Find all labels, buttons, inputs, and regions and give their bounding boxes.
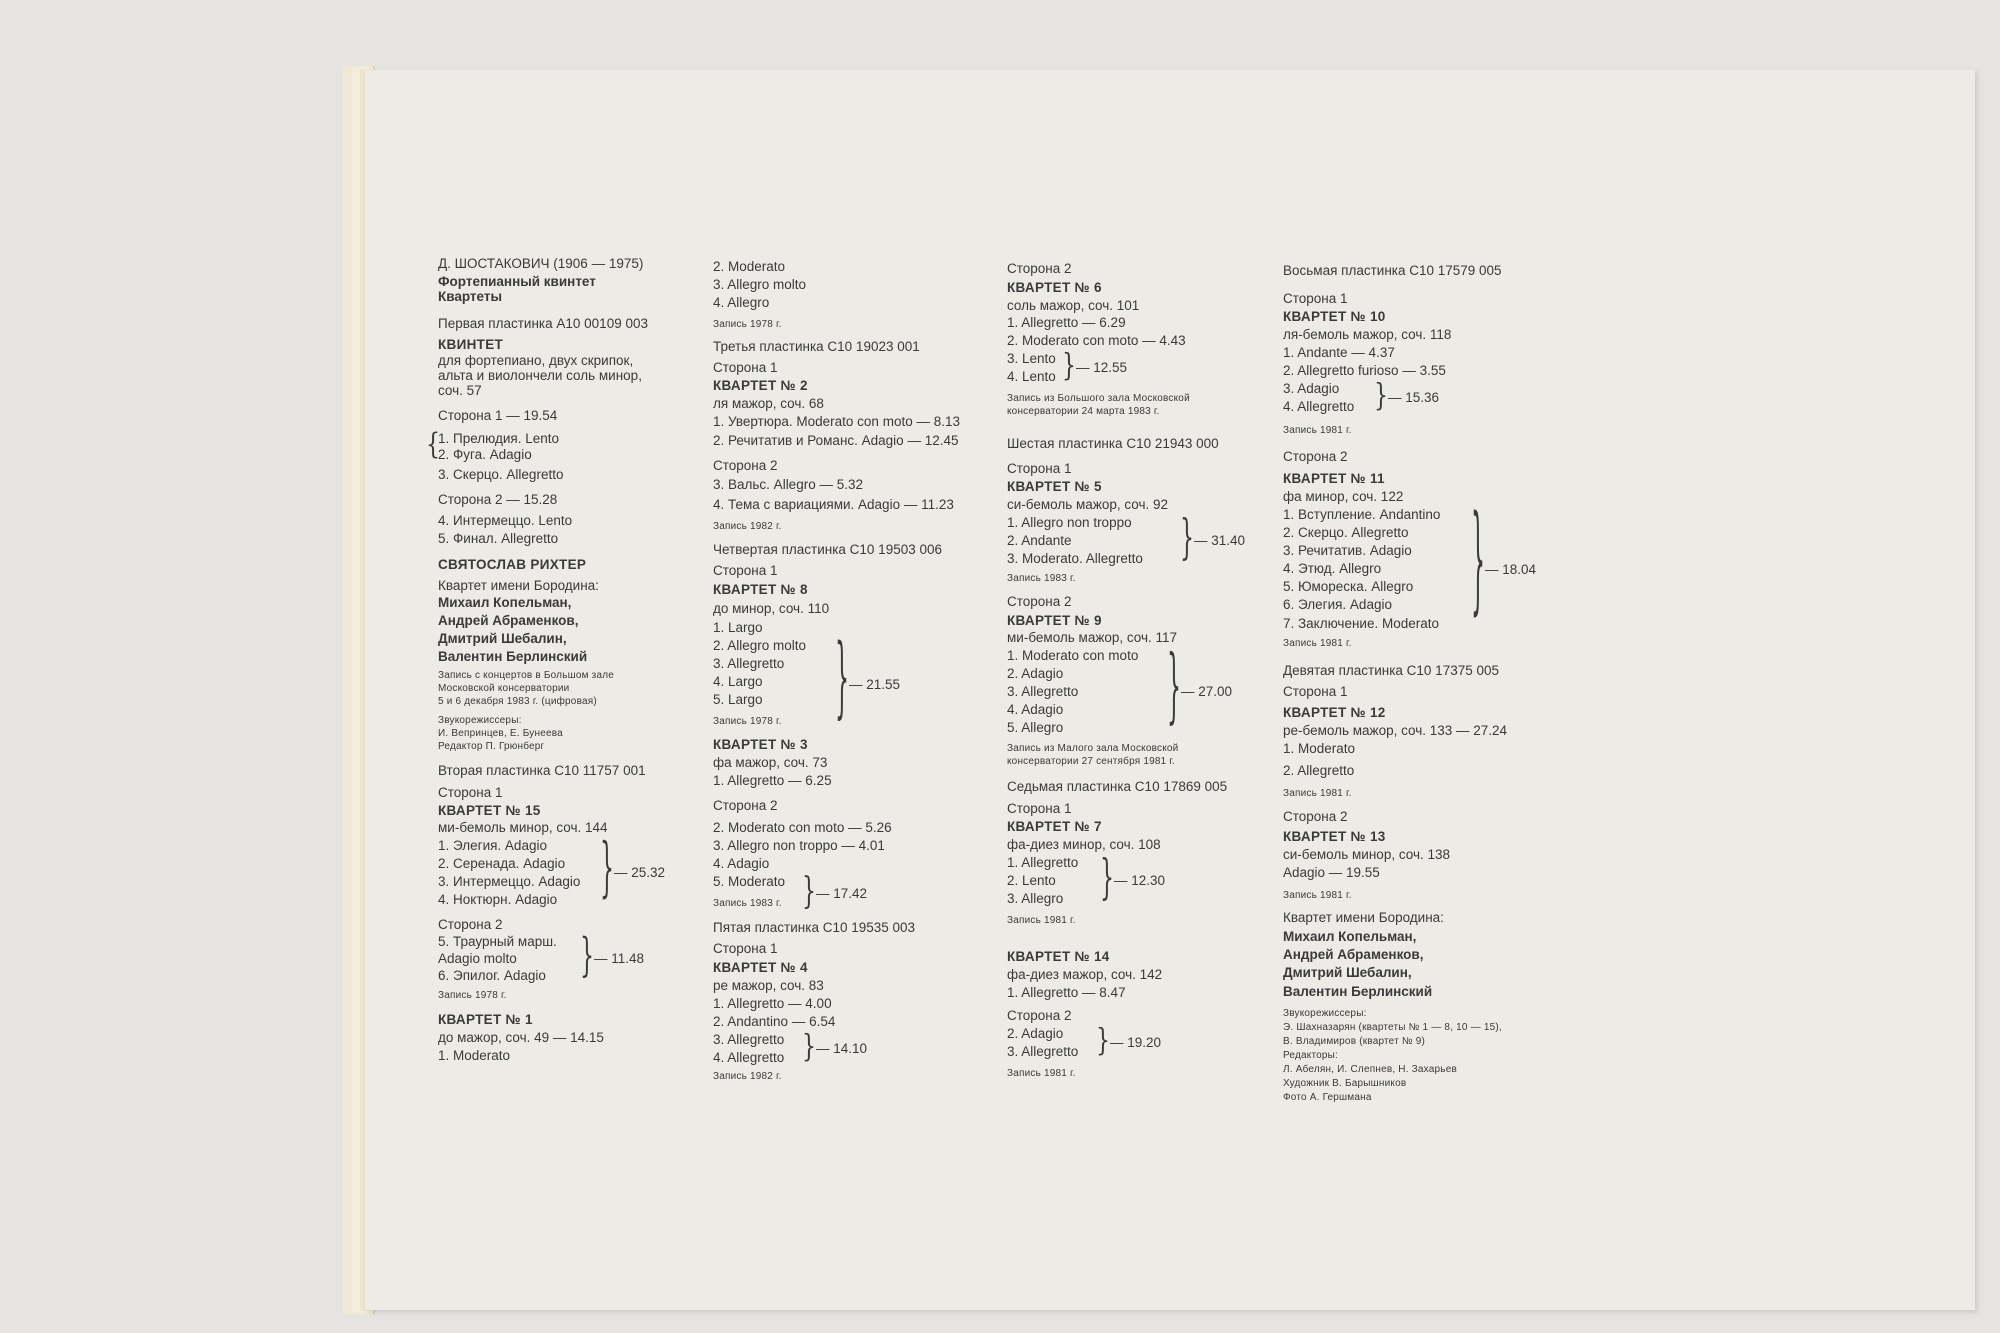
text-line: Сторона 1 bbox=[1007, 461, 1072, 476]
text-line: КВАРТЕТ № 4 bbox=[713, 960, 808, 975]
text-line: Девятая пластинка С10 17375 005 bbox=[1283, 663, 1499, 678]
text-line: Фортепианный квинтет bbox=[438, 274, 596, 289]
text-line: Шестая пластинка С10 21943 000 bbox=[1007, 436, 1219, 451]
text-line: Запись 1983 г. bbox=[713, 898, 782, 909]
text-line: ре мажор, соч. 83 bbox=[713, 978, 824, 993]
text-line: 5. Траурный марш. bbox=[438, 934, 557, 949]
text-line: си-бемоль мажор, соч. 92 bbox=[1007, 497, 1169, 512]
text-line: 3. Moderato. Allegretto bbox=[1007, 551, 1143, 566]
text-line: Adagio molto bbox=[438, 951, 517, 966]
text-line: 1. Moderato con moto bbox=[1007, 648, 1139, 663]
text-line: Сторона 1 bbox=[713, 563, 778, 578]
text-line: Сторона 1 bbox=[713, 360, 778, 375]
brace-icon: } bbox=[1096, 1024, 1110, 1059]
text-line: КВАРТЕТ № 11 bbox=[1283, 471, 1385, 486]
text-line: 4. Интермеццо. Lento bbox=[438, 513, 573, 528]
text-line: КВАРТЕТ № 14 bbox=[1007, 949, 1110, 964]
text-line: Михаил Копельман, bbox=[1283, 929, 1417, 944]
brace-icon: } bbox=[600, 833, 614, 907]
text-line: 4. Тема с вариациями. Adagio — 11.23 bbox=[713, 497, 954, 512]
text-line: 2. Allegretto furioso — 3.55 bbox=[1283, 363, 1446, 378]
group-duration: — 14.10 bbox=[816, 1041, 868, 1056]
brace-icon: } bbox=[1062, 349, 1076, 384]
text-line: Третья пластинка С10 19023 001 bbox=[713, 339, 920, 354]
text-line: ре-бемоль мажор, соч. 133 — 27.24 bbox=[1283, 723, 1508, 738]
text-line: Л. Абелян, И. Слепнев, Н. Захарьев bbox=[1283, 1064, 1457, 1075]
text-line: Восьмая пластинка С10 17579 005 bbox=[1283, 263, 1502, 278]
text-line: Сторона 2 bbox=[438, 917, 503, 932]
text-line: Запись 1981 г. bbox=[1283, 788, 1352, 799]
text-line: 4. Adagio bbox=[1007, 702, 1064, 717]
group-duration: — 11.48 bbox=[594, 951, 645, 966]
text-line: 2. Moderato con moto — 5.26 bbox=[713, 820, 892, 835]
text-line: Запись 1981 г. bbox=[1283, 890, 1352, 901]
text-line: КВАРТЕТ № 7 bbox=[1007, 819, 1102, 834]
text-line: КВАРТЕТ № 3 bbox=[713, 737, 808, 752]
text-line: 2. Adagio bbox=[1007, 666, 1064, 681]
text-line: 2. Lento bbox=[1007, 873, 1056, 888]
text-line: 4. Allegretto bbox=[713, 1050, 785, 1065]
text-line: Сторона 2 bbox=[713, 798, 778, 813]
text-line: Валентин Берлинский bbox=[438, 649, 588, 664]
text-line: Вторая пластинка С10 11757 001 bbox=[438, 763, 646, 778]
text-line: 3. Речитатив. Adagio bbox=[1283, 543, 1412, 558]
text-line: 4. Largo bbox=[713, 674, 763, 689]
group-duration: — 12.30 bbox=[1114, 873, 1166, 888]
group-duration: — 21.55 bbox=[849, 677, 901, 692]
text-line: 4. Adagio bbox=[713, 856, 770, 871]
text-line: Сторона 2 bbox=[1283, 449, 1348, 464]
text-line: Запись 1981 г. bbox=[1283, 638, 1352, 649]
text-line: 1. Moderato bbox=[438, 1048, 511, 1063]
text-line: 1. Allegretto — 6.29 bbox=[1007, 315, 1126, 330]
text-line: Квартеты bbox=[438, 289, 503, 304]
text-line: Андрей Абраменков, bbox=[438, 613, 579, 628]
text-line: Сторона 2 bbox=[713, 458, 778, 473]
text-line: ля мажор, соч. 68 bbox=[713, 396, 824, 411]
text-line: Сторона 1 bbox=[713, 941, 778, 956]
text-line: 1. Прелюдия. Lento bbox=[438, 431, 559, 446]
text-line: консерватории 27 сентября 1981 г. bbox=[1007, 756, 1175, 767]
text-line: В. Владимиров (квартет № 9) bbox=[1283, 1036, 1426, 1047]
text-line: 5. Largo bbox=[713, 692, 763, 707]
text-line: 5. Moderato bbox=[713, 874, 786, 889]
brace-icon: } bbox=[580, 930, 594, 983]
text-line: Сторона 1 bbox=[1283, 291, 1348, 306]
text-line: 3. Allegro non troppo — 4.01 bbox=[713, 838, 885, 853]
text-line: 3. Интермеццо. Adagio bbox=[438, 874, 581, 889]
text-line: 2. Скерцо. Allegretto bbox=[1283, 525, 1409, 540]
text-line: для фортепиано, двух скрипок, bbox=[438, 353, 634, 368]
text-line: 4. Allegretto bbox=[1283, 399, 1355, 414]
text-line: И. Вепринцев, Е. Бунеева bbox=[438, 728, 563, 739]
text-line: 6. Эпилог. Adagio bbox=[438, 968, 546, 983]
text-line: Запись с концертов в Большом зале bbox=[438, 670, 614, 681]
text-line: Запись 1981 г. bbox=[1007, 915, 1076, 926]
group-duration: — 27.00 bbox=[1181, 684, 1233, 699]
text-line: Звукорежиссеры: bbox=[1283, 1008, 1367, 1019]
text-line: фа минор, соч. 122 bbox=[1283, 489, 1404, 504]
text-line: 4. Ноктюрн. Adagio bbox=[438, 892, 558, 907]
text-line: Московской консерватории bbox=[438, 683, 570, 694]
text-line: си-бемоль минор, соч. 138 bbox=[1283, 847, 1450, 862]
text-line: Adagio — 19.55 bbox=[1283, 865, 1380, 880]
text-line: Запись 1978 г. bbox=[438, 990, 507, 1001]
text-line: Сторона 2 bbox=[1007, 594, 1072, 609]
text-line: Сторона 1 — 19.54 bbox=[438, 408, 558, 423]
text-line: 3. Allegretto bbox=[713, 1032, 785, 1047]
text-line: Запись из Большого зала Московской bbox=[1007, 393, 1190, 404]
text-line: КВАРТЕТ № 8 bbox=[713, 582, 808, 597]
text-line: КВАРТЕТ № 2 bbox=[713, 378, 808, 393]
text-line: Квартет имени Бородина: bbox=[1283, 910, 1444, 925]
text-line: Запись 1978 г. bbox=[713, 319, 782, 330]
text-line: 2. Adagio bbox=[1007, 1026, 1064, 1041]
text-line: 3. Вальс. Allegro — 5.32 bbox=[713, 477, 863, 492]
text-line: альта и виолончели соль минор, bbox=[438, 368, 642, 383]
text-line: до мажор, соч. 49 — 14.15 bbox=[438, 1030, 604, 1045]
group-duration: — 31.40 bbox=[1194, 533, 1246, 548]
text-line: КВАРТЕТ № 9 bbox=[1007, 613, 1102, 628]
text-line: Д. ШОСТАКОВИЧ (1906 — 1975) bbox=[438, 256, 644, 271]
text-line: 5. Allegro bbox=[1007, 720, 1064, 735]
text-line: 3. Lento bbox=[1007, 351, 1056, 366]
text-line: 4. Allegro bbox=[713, 295, 770, 310]
text-line: Сторона 2 bbox=[1007, 1008, 1072, 1023]
text-line: соль мажор, соч. 101 bbox=[1007, 298, 1140, 313]
group-duration: — 18.04 bbox=[1485, 562, 1537, 577]
text-line: КВАРТЕТ № 12 bbox=[1283, 705, 1386, 720]
brace-icon: } bbox=[1374, 379, 1388, 414]
text-line: 2. Allegretto bbox=[1283, 763, 1355, 778]
text-line: Сторона 1 bbox=[1007, 801, 1072, 816]
text-line: 1. Allegretto — 4.00 bbox=[713, 996, 832, 1011]
text-line: Художник В. Барышников bbox=[1283, 1078, 1407, 1089]
text-line: СВЯТОСЛАВ РИХТЕР bbox=[438, 557, 587, 572]
text-line: 3. Скерцо. Allegretto bbox=[438, 467, 564, 482]
text-line: ми-бемоль мажор, соч. 117 bbox=[1007, 630, 1178, 645]
text-line: Запись 1981 г. bbox=[1283, 425, 1352, 436]
text-line: Э. Шахназарян (квартеты № 1 — 8, 10 — 15), bbox=[1283, 1022, 1502, 1033]
text-line: фа мажор, соч. 73 bbox=[713, 755, 828, 770]
text-line: фа-диез мажор, соч. 142 bbox=[1007, 967, 1163, 982]
text-line: ми-бемоль минор, соч. 144 bbox=[438, 820, 608, 835]
text-line: 1. Элегия. Adagio bbox=[438, 838, 547, 853]
text-line: 3. Allegretto bbox=[1007, 684, 1079, 699]
text-line: КВАРТЕТ № 10 bbox=[1283, 309, 1386, 324]
text-line: 1. Allegretto — 8.47 bbox=[1007, 985, 1126, 1000]
text-line: 4. Этюд. Allegro bbox=[1283, 561, 1382, 576]
text-line: КВАРТЕТ № 5 bbox=[1007, 479, 1102, 494]
text-line: Редакторы: bbox=[1283, 1050, 1339, 1061]
text-line: Михаил Копельман, bbox=[438, 595, 572, 610]
brace-icon: } bbox=[835, 631, 849, 731]
text-line: Первая пластинка А10 00109 003 bbox=[438, 316, 648, 331]
text-line: КВАРТЕТ № 1 bbox=[438, 1012, 533, 1027]
text-line: 1. Andante — 4.37 bbox=[1283, 345, 1395, 360]
text-line: Дмитрий Шебалин, bbox=[438, 631, 567, 646]
text-line: 3. Adagio bbox=[1283, 381, 1340, 396]
text-line: 4. Lento bbox=[1007, 369, 1056, 384]
text-line: 7. Заключение. Moderato bbox=[1283, 616, 1440, 631]
text-line: Сторона 2 — 15.28 bbox=[438, 492, 558, 507]
text-line: фа-диез минор, соч. 108 bbox=[1007, 837, 1161, 852]
text-line: КВАРТЕТ № 15 bbox=[438, 803, 541, 818]
text-line: 6. Элегия. Adagio bbox=[1283, 597, 1392, 612]
group-duration: — 12.55 bbox=[1076, 360, 1128, 375]
text-line: Седьмая пластинка С10 17869 005 bbox=[1007, 779, 1228, 794]
text-line: 2. Речитатив и Романс. Adagio — 12.45 bbox=[713, 433, 959, 448]
text-line: Квартет имени Бородина: bbox=[438, 578, 599, 593]
text-line: Запись 1982 г. bbox=[713, 1071, 782, 1082]
text-line: 3. Allegretto bbox=[1007, 1044, 1079, 1059]
brace-icon: } bbox=[1180, 511, 1194, 566]
text-line: Запись из Малого зала Московской bbox=[1007, 743, 1179, 754]
text-line: Запись 1983 г. bbox=[1007, 573, 1076, 584]
text-line: 2. Andantino — 6.54 bbox=[713, 1014, 836, 1029]
text-line: 2. Andante bbox=[1007, 533, 1072, 548]
liner-notes-sheet bbox=[365, 70, 1975, 1310]
text-line: 2. Allegro molto bbox=[713, 638, 807, 653]
brace-icon: } bbox=[1100, 851, 1114, 906]
text-line: Запись 1978 г. bbox=[713, 716, 782, 727]
brace-icon: } bbox=[802, 1030, 816, 1065]
text-line: Дмитрий Шебалин, bbox=[1283, 965, 1412, 980]
text-line: 1. Allegretto bbox=[1007, 855, 1079, 870]
text-line: 3. Allegretto bbox=[713, 656, 785, 671]
text-line: КВАРТЕТ № 6 bbox=[1007, 280, 1102, 295]
text-line: 1. Allegro non troppo bbox=[1007, 515, 1132, 530]
text-line: Запись 1981 г. bbox=[1007, 1068, 1076, 1079]
text-line: 3. Allegro molto bbox=[713, 277, 807, 292]
text-line: 2. Moderato con moto — 4.43 bbox=[1007, 333, 1186, 348]
text-line: Андрей Абраменков, bbox=[1283, 947, 1424, 962]
text-line: КВАРТЕТ № 13 bbox=[1283, 829, 1386, 844]
text-line: 2. Moderato bbox=[713, 259, 786, 274]
text-line: консерватории 24 марта 1983 г. bbox=[1007, 406, 1160, 417]
text-line: Пятая пластинка С10 19535 003 bbox=[713, 920, 916, 935]
text-line: Звукорежиссеры: bbox=[438, 715, 522, 726]
brace-icon: { bbox=[426, 429, 440, 462]
text-line: Сторона 2 bbox=[1007, 261, 1072, 276]
text-line: Валентин Берлинский bbox=[1283, 984, 1433, 999]
text-line: Четвертая пластинка С10 19503 006 bbox=[713, 542, 942, 557]
group-duration: — 25.32 bbox=[614, 865, 666, 880]
text-line: соч. 57 bbox=[438, 383, 482, 398]
brace-icon: } bbox=[1167, 641, 1181, 735]
text-line: Запись 1982 г. bbox=[713, 521, 782, 532]
group-duration: — 19.20 bbox=[1110, 1035, 1162, 1050]
text-line: 5. Юмореска. Allegro bbox=[1283, 579, 1414, 594]
text-line: 5 и 6 декабря 1983 г. (цифровая) bbox=[438, 696, 597, 707]
text-line: 3. Allegro bbox=[1007, 891, 1064, 906]
text-line: Сторона 1 bbox=[1283, 684, 1348, 699]
group-duration: — 17.42 bbox=[816, 886, 868, 901]
text-line: 2. Серенада. Adagio bbox=[438, 856, 566, 871]
group-duration: — 15.36 bbox=[1388, 390, 1440, 405]
text-line: Редактор П. Грюнберг bbox=[438, 741, 545, 752]
text-line: 1. Allegretto — 6.25 bbox=[713, 773, 832, 788]
text-line: 1. Moderato bbox=[1283, 741, 1356, 756]
text-line: Сторона 1 bbox=[438, 785, 503, 800]
text-line: КВИНТЕТ bbox=[438, 337, 504, 352]
text-line: 2. Фуга. Adagio bbox=[438, 447, 532, 462]
brace-icon: } bbox=[802, 871, 816, 913]
text-line: Фото А. Гершмана bbox=[1283, 1092, 1372, 1103]
text-line: до минор, соч. 110 bbox=[713, 601, 830, 616]
text-line: 1. Вступление. Andantino bbox=[1283, 507, 1441, 522]
text-line: ля-бемоль мажор, соч. 118 bbox=[1283, 327, 1452, 342]
brace-icon: } bbox=[1471, 497, 1485, 631]
text-line: 1. Largo bbox=[713, 620, 763, 635]
text-line: Сторона 2 bbox=[1283, 809, 1348, 824]
text-line: 1. Увертюра. Moderato con moto — 8.13 bbox=[713, 414, 960, 429]
text-line: 5. Финал. Allegretto bbox=[438, 531, 559, 546]
